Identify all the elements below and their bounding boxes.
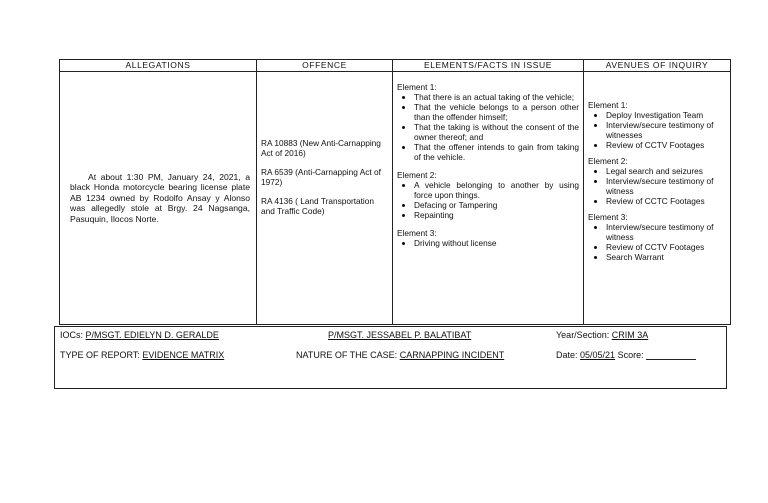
year-value: CRIM 3A: [611, 330, 649, 340]
evidence-matrix-table: [59, 59, 731, 325]
nature-label: NATURE OF THE CASE:: [296, 350, 398, 360]
iocs-value: P/MSGT. EDIELYN D. GERALDE: [85, 330, 219, 340]
report-type-line: [60, 350, 224, 360]
list-item: • Interview/secure testimony of witnesses: [606, 120, 726, 140]
date-value: 05/05/21: [580, 350, 616, 360]
avenue-2-heading: Element 2:: [588, 156, 628, 166]
list-item: • That there is an actual taking of the vehicle;: [414, 92, 579, 102]
score-blank: [646, 350, 696, 360]
offence-item: RA 10883 (New Anti-Carnapping Act of 2016): [261, 138, 381, 158]
element-1-list: [397, 92, 579, 162]
element-3-list: [397, 238, 579, 248]
offence-item: RA 6539 (Anti-Carnapping Act of 1972): [261, 167, 381, 187]
list-item: • A vehicle belonging to another by using force upon things.: [414, 180, 579, 200]
avenue-1-heading: Element 1:: [588, 100, 628, 110]
date-score-line: [556, 350, 696, 360]
element-1-heading: Element 1:: [397, 82, 437, 92]
list-item: • Interview/secure testimony of witness: [606, 176, 726, 196]
second-officer: P/MSGT. JESSABEL P. BALATIBAT: [328, 330, 472, 340]
year-section-line: [556, 330, 648, 340]
list-item: • Legal search and seizures: [606, 166, 726, 176]
nature-value: CARNAPPING INCIDENT: [399, 350, 505, 360]
list-item: • Review of CCTV Footages: [606, 242, 726, 252]
header-elements: ELEMENTS/FACTS IN ISSUE: [393, 60, 584, 72]
iocs-line: [60, 330, 219, 340]
offence-item: RA 4136 ( Land Transportation and Traffic Code): [261, 196, 375, 216]
list-item: • Driving without license: [414, 238, 579, 248]
allegations-cell: [60, 72, 257, 325]
list-item: • Defacing or Tampering: [414, 200, 579, 210]
offence-cell: [257, 72, 393, 325]
list-item: • Repainting: [414, 210, 579, 220]
avenue-3-list: [588, 222, 726, 262]
avenue-1-list: [588, 110, 726, 150]
avenue-2-list: [588, 166, 726, 206]
list-item: • That the taking is without the consent of the owner thereof; and: [414, 122, 579, 142]
header-offence: OFFENCE: [257, 60, 393, 72]
list-item: • Search Warrant: [606, 252, 726, 262]
list-item: • Deploy Investigation Team: [606, 110, 726, 120]
header-row: [60, 60, 731, 72]
date-label: Date:: [556, 350, 578, 360]
list-item: • That the offener intends to gain from taking of the vehicle.: [414, 142, 579, 162]
elements-cell: [393, 72, 584, 325]
score-label: Score:: [617, 350, 644, 360]
list-item: • That the vehicle belongs to a person other than the offender himself;: [414, 102, 579, 122]
element-2-list: [397, 180, 579, 220]
nature-line: [296, 350, 504, 360]
header-avenues: AVENUES OF INQUIRY: [584, 60, 731, 72]
element-3-heading: Element 3:: [397, 228, 437, 238]
avenues-cell: [584, 72, 731, 325]
allegation-text: At about 1:30 PM, January 24, 2021, a black Honda motorcycle bearing license plate AB 1234 owned by Rodolfo Ansay y Alonso was allegedly stole at Brgy. 24 Nagsanga, Pasuquin, Ilocos Norte.: [70, 171, 250, 224]
avenue-3-heading: Element 3:: [588, 212, 628, 222]
year-label: Year/Section:: [556, 330, 610, 340]
list-item: • Review of CCTC Footages: [606, 196, 726, 206]
content-row: [60, 72, 731, 325]
report-value: EVIDENCE MATRIX: [142, 350, 225, 360]
list-item: • Interview/secure testimony of witness: [606, 222, 726, 242]
iocs-label: IOCs:: [60, 330, 84, 340]
report-footer: [54, 326, 727, 389]
element-2-heading: Element 2:: [397, 170, 437, 180]
header-allegations: ALLEGATIONS: [60, 60, 257, 72]
list-item: • Review of CCTV Footages: [606, 140, 726, 150]
report-label: TYPE OF REPORT:: [60, 350, 140, 360]
